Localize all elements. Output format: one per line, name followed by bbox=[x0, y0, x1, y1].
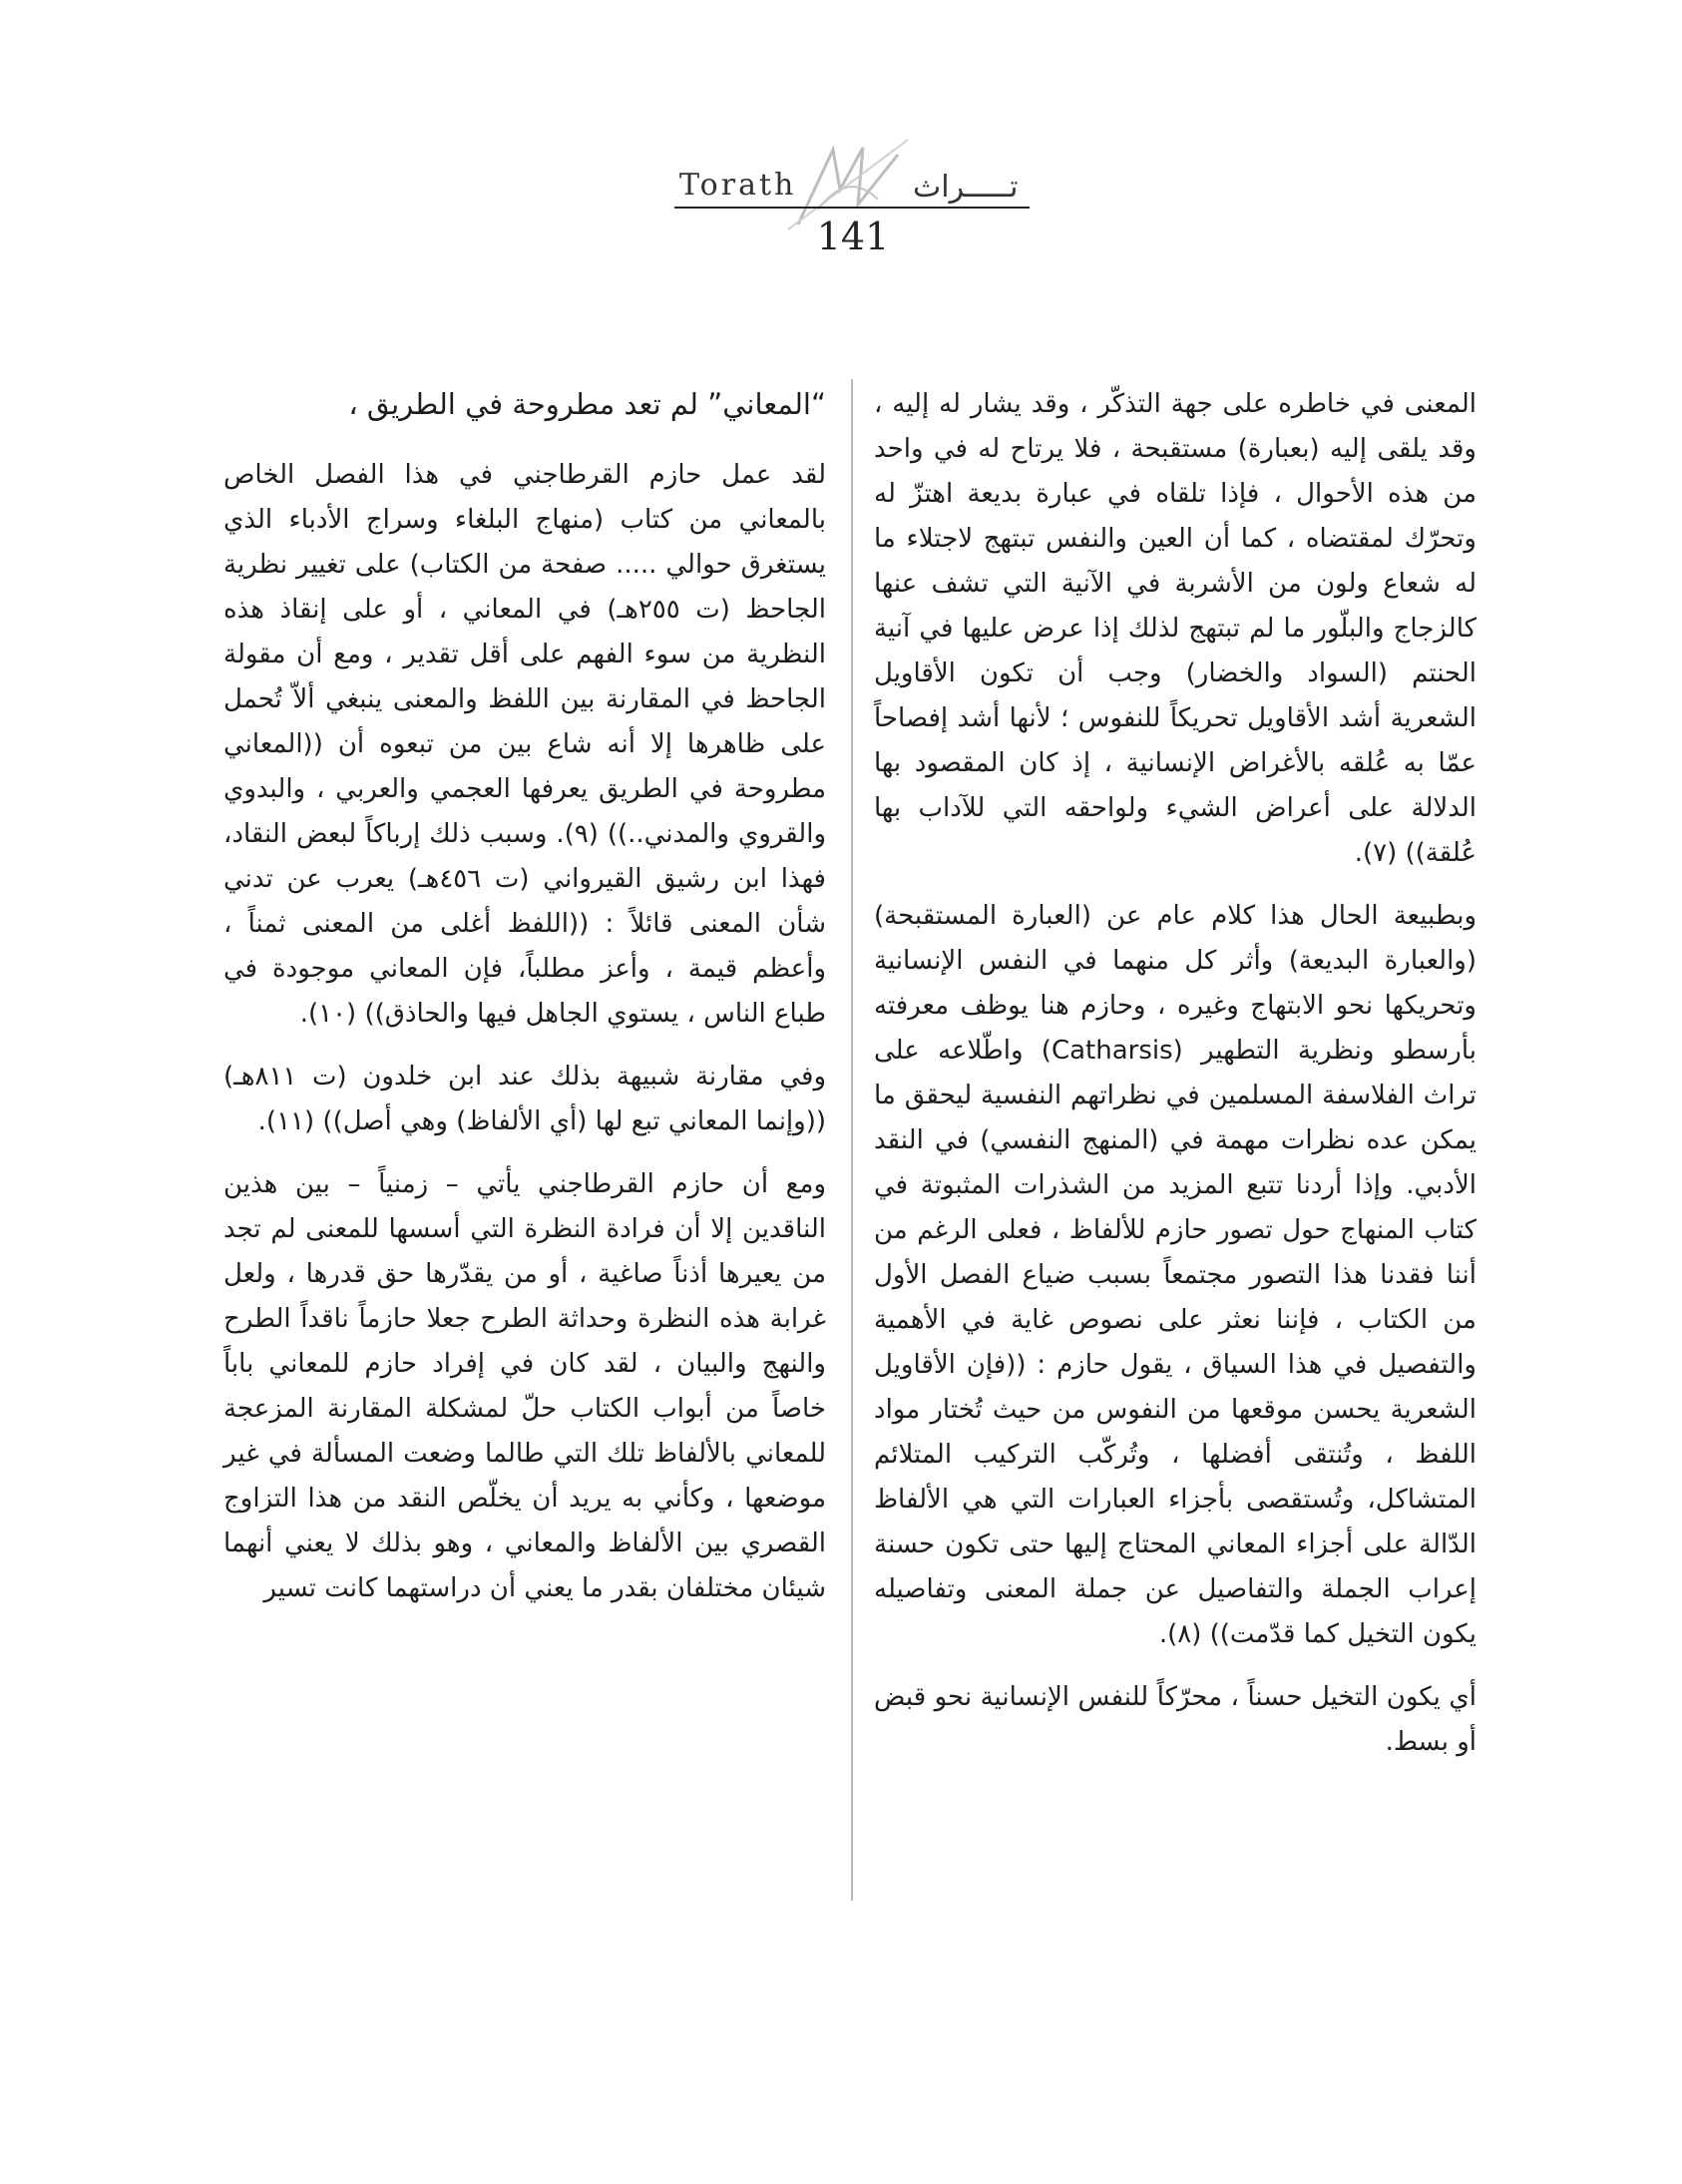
page-number: 141 bbox=[816, 215, 890, 258]
left-column bbox=[223, 382, 826, 1629]
paragraph: وبطبيعة الحال هذا كلام عام عن (العبارة المستقبحة) (والعبارة البديعة) وأثر كل منهما في النفس الإنسانية وتحريكها نحو الابتهاج وغيره ، وحازم هنا يوظف معرفته بأرسطو ونظرية التطهير (Catharsis) واطّلاعه على تراث الفلاسفة المسلمين في نظراتهم النفسية ليحقق ما يمكن عده نظرات مهمة في (المنهج النفسي) في النقد الأدبي. وإذا أردنا تتبع المزيد من الشذرات المثبوتة في كتاب المنهاج حول تصور حازم للألفاظ ، فعلى الرغم من أننا فقدنا هذا التصور مجتمعاً بسبب ضياع الفصل الأول من الكتاب ، فإننا نعثر على نصوص غاية في الأهمية والتفصيل في هذا السياق ، يقول حازم : ((فإن الأقاويل الشعرية يحسن موقعها من النفوس من حيث تُختار مواد اللفظ ، وتُنتقى أفضلها ، وتُركّب التركيب المتلائم المتشاكل، وتُستقصى بأجزاء العبارات التي هي الألفاظ الدّالة على أجزاء المعاني المحتاج إليها حتى تكون حسنة إعراب الجملة والتفاصيل عن جملة المعنى وتفاصيله يكون التخيل كما قدّمت)) (٨). bbox=[874, 901, 1477, 1649]
header-rule bbox=[674, 207, 1030, 209]
paragraph: لقد عمل حازم القرطاجني في هذا الفصل الخاص بالمعاني من كتاب (منهاج البلغاء وسراج الأدباء الذي يستغرق حوالي ..... صفحة من الكتاب) على تغيير نظرية الجاحظ (ت ٢٥٥هـ) في المعاني ، أو على إنقاذ هذه النظرية من سوء الفهم على أقل تقدير ، ومع أن مقولة الجاحظ في المقارنة بين اللفظ والمعنى ينبغي ألاّ تُحمل على ظاهرها إلا أنه شاع بين من تبعوه أن ((المعاني مطروحة في الطريق يعرفها العجمي والعربي ، والبدوي والقروي والمدني..)) (٩). وسبب ذلك إرباكاً لبعض النقاد، فهذا ابن رشيق القيرواني (ت ٤٥٦هـ) يعرب عن تدني شأن المعنى قائلاً : ((اللفظ أغلى من المعنى ثمناً ، وأعظم قيمة ، وأعز مطلباً، فإن المعاني موجودة في طباع الناس ، يستوي الجاهل فيها والحاذق)) (١٠). bbox=[223, 460, 827, 1029]
page-header bbox=[0, 0, 1682, 279]
right-column bbox=[874, 382, 1476, 1783]
column-divider bbox=[851, 379, 853, 1901]
paragraph: المعنى في خاطره على جهة التذكّر ، وقد يشار له إليه ، وقد يلقى إليه (بعبارة) مستقبحة ، فلا يرتاح له في واحد من هذه الأحوال ، فإذا تلقاه في عبارة بديعة اهتزّ له وتحرّك لمقتضاه ، كما أن العين والنفس تبتهج لاجتلاء ما له شعاع ولون من الأشربة في الآنية التي تشف عنها كالزجاج والبلّور ما لم تبتهج لذلك إذا عرض عليها في آنية الحنتم (السواد والخضار) وجب أن تكون الأقاويل الشعرية أشد الأقاويل تحريكاً للنفوس ؛ لأنها أشد إفصاحاً عمّا به عُلقه بالأغراض الإنسانية ، إذ كان المقصود بها الدلالة على أعراض الشيء ولواحقه التي للآداب بها عُلقة)) (٧). bbox=[874, 389, 1476, 868]
paragraph: ومع أن حازم القرطاجني يأتي – زمنياً – بين هذين الناقدين إلا أن فرادة النظرة التي أسسها للمعنى لم تجد من يعيرها أذناً صاغية ، أو من يقدّرها حق قدرها ، ولعل غرابة هذه النظرة وحداثة الطرح جعلا حازماً ناقداً الطرح والنهج والبيان ، لقد كان في إفراد حازم للمعاني باباً خاصاً من أبواب الكتاب حلّ لمشكلة المقارنة المزعجة للمعاني بالألفاظ تلك التي طالما وضعت المسألة في غير موضعها ، وكأني به يريد أن يخلّص النقد من هذا التزاوج القصري بين الألفاظ والمعاني ، وهو بذلك لا يعني أنهما شيئان مختلفان بقدر ما يعني أن دراستهما كانت تسير bbox=[223, 1169, 826, 1603]
paragraph: وفي مقارنة شبيهة بذلك عند ابن خلدون (ت ٨١١هـ) ((وإنما المعاني تبع لها (أي الألفاظ) وهي أصل)) (١١). bbox=[223, 1062, 826, 1136]
logo-arabic-text: تـــــراث bbox=[913, 170, 1019, 205]
logo-latin-text: Torath bbox=[679, 168, 797, 203]
paragraph: أي يكون التخيل حسناً ، محرّكاً للنفس الإنسانية نحو قبض أو بسط. bbox=[874, 1682, 1476, 1757]
pull-quote: “المعاني” لم تعد مطروحة في الطريق ، bbox=[348, 387, 826, 421]
